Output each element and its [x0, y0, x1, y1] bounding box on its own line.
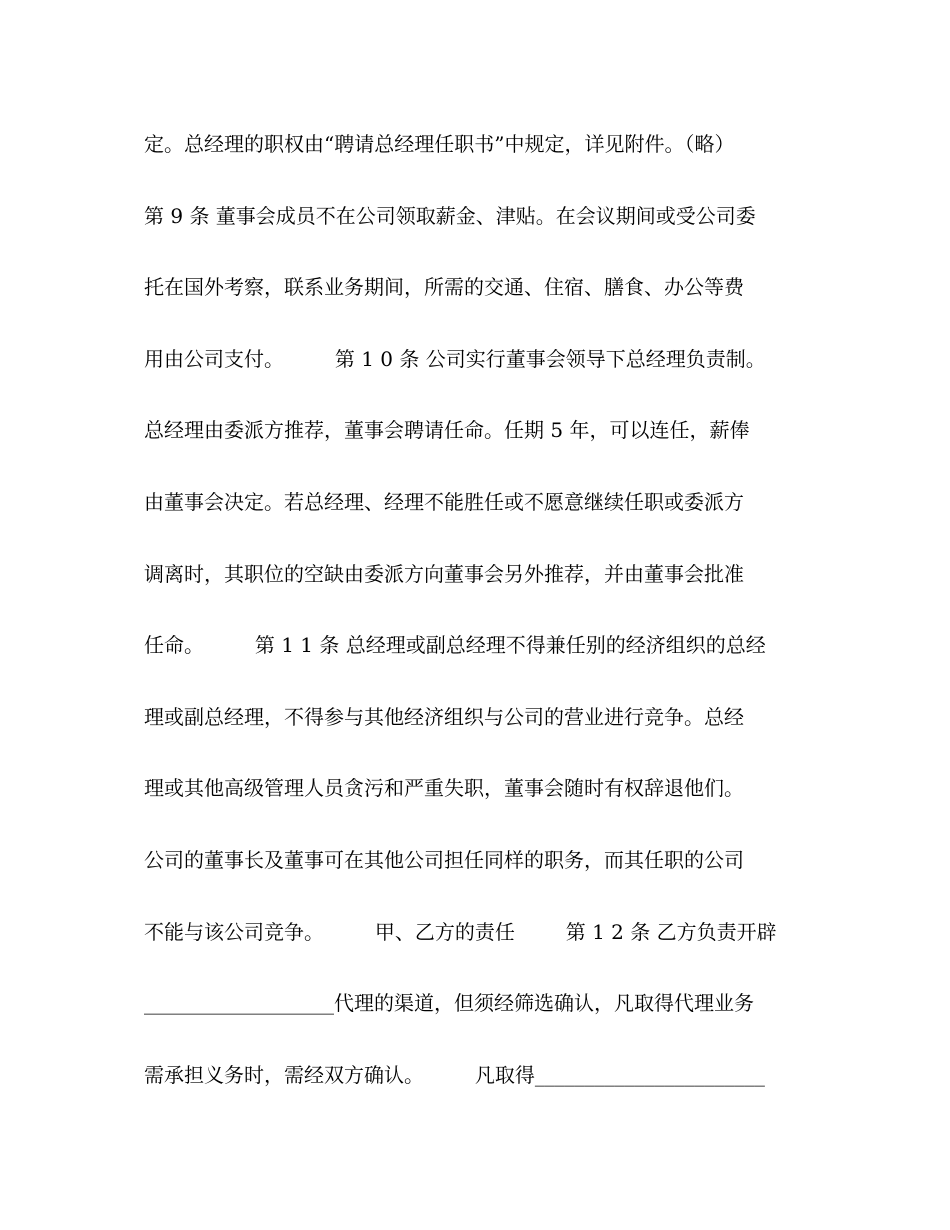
text-line-5: 总经理由委派方推荐，董事会聘请任命。任期 5 年，可以连任，薪俸	[144, 418, 750, 443]
text-line-12: 不能与该公司竞争。 甲、乙方的责任 第 1 2 条 乙方负责开辟	[144, 919, 777, 944]
document-body	[144, 120, 814, 1122]
text-line-8: 任命。 第 1 1 条 总经理或副总经理不得兼任别的经济组织的总经	[144, 633, 766, 658]
text-line-3: 托在国外考察，联系业务期间，所需的交通、住宿、膳食、办公等费	[144, 275, 744, 300]
text-line-10: 理或其他高级管理人员贪污和严重失职，董事会随时有权辞退他们。	[144, 776, 744, 801]
text-line-6: 由董事会决定。若总经理、经理不能胜任或不愿意继续任职或委派方	[144, 489, 744, 514]
text-line-11: 公司的董事长及董事可在其他公司担任同样的职务，而其任职的公司	[144, 847, 744, 872]
text-line-14: 需承担义务时，需经双方确认。 凡取得_______________________	[144, 1062, 765, 1087]
text-line-9: 理或副总经理，不得参与其他经济组织与公司的营业进行竞争。总经	[144, 704, 744, 729]
text-line-4: 用由公司支付。 第 1 0 条 公司实行董事会领导下总经理负责制。	[144, 346, 766, 371]
text-line-1: 定。总经理的职权由“聘请总经理任职书”中规定，详见附件。（略）	[144, 132, 735, 156]
text-line-2: 第 9 条 董事会成员不在公司领取薪金、津贴。在会议期间或受公司委	[144, 203, 756, 228]
text-line-13: ___________________代理的渠道，但须经筛选确认，凡取得代理业务	[144, 991, 754, 1016]
text-line-7: 调离时，其职位的空缺由委派方向董事会另外推荐，并由董事会批准	[144, 561, 744, 586]
